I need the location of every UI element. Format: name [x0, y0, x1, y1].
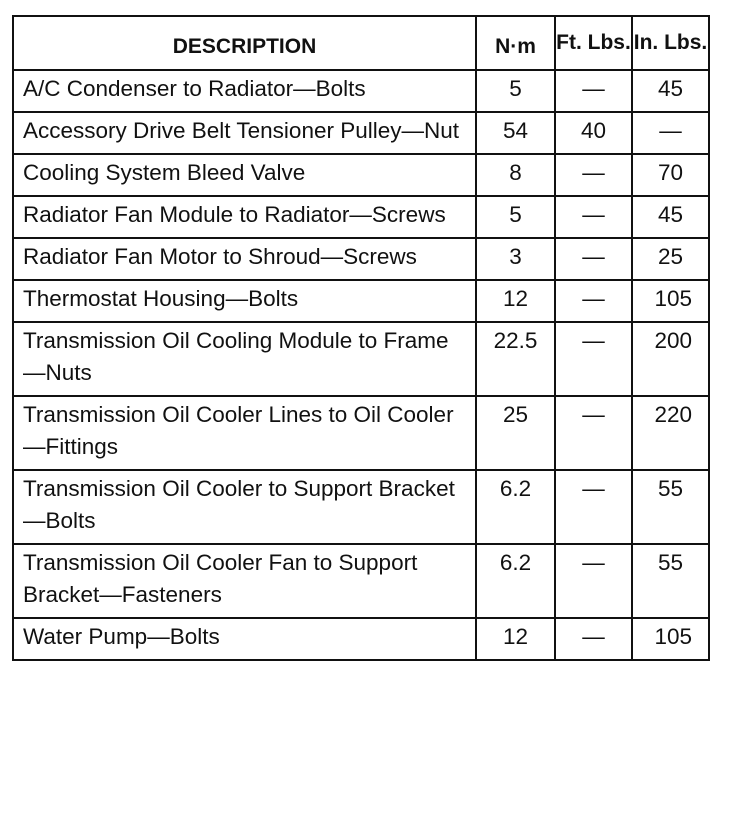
row-ft-lbs: — [555, 618, 632, 660]
row-description: Radiator Fan Module to Radiator—Screws [13, 196, 476, 238]
row-description: Transmission Oil Cooler Lines to Oil Cooler—Fittings [13, 396, 476, 470]
row-ft-lbs: — [555, 396, 632, 470]
header-nm: N·m [476, 16, 555, 70]
row-ft-lbs: — [555, 238, 632, 280]
row-nm: 54 [476, 112, 555, 154]
row-nm: 12 [476, 280, 555, 322]
row-in-lbs: 200 [632, 322, 709, 396]
table-row [13, 154, 709, 196]
table-row [13, 112, 709, 154]
row-nm: 5 [476, 70, 555, 112]
row-ft-lbs: — [555, 196, 632, 238]
row-ft-lbs: — [555, 322, 632, 396]
row-description: Accessory Drive Belt Tensioner Pulley—Nut [13, 112, 476, 154]
row-ft-lbs: — [555, 70, 632, 112]
row-description: A/C Condenser to Radiator—Bolts [13, 70, 476, 112]
row-nm: 6.2 [476, 470, 555, 544]
header-row [13, 16, 709, 70]
row-nm: 5 [476, 196, 555, 238]
table-row [13, 544, 709, 618]
row-nm: 22.5 [476, 322, 555, 396]
row-in-lbs: 55 [632, 470, 709, 544]
row-description: Transmission Oil Cooling Module to Frame—Nuts [13, 322, 476, 396]
row-description: Transmission Oil Cooler to Support Bracket—Bolts [13, 470, 476, 544]
row-nm: 12 [476, 618, 555, 660]
row-description: Transmission Oil Cooler Fan to Support Bracket—Fasteners [13, 544, 476, 618]
row-ft-lbs: — [555, 154, 632, 196]
row-in-lbs: 25 [632, 238, 709, 280]
row-description: Thermostat Housing—Bolts [13, 280, 476, 322]
row-nm: 6.2 [476, 544, 555, 618]
table-row [13, 618, 709, 660]
table-row [13, 196, 709, 238]
row-description: Radiator Fan Motor to Shroud—Screws [13, 238, 476, 280]
row-nm: 8 [476, 154, 555, 196]
row-in-lbs: 45 [632, 196, 709, 238]
table-row [13, 322, 709, 396]
row-ft-lbs: — [555, 280, 632, 322]
torque-spec-table [12, 15, 710, 661]
header-ft-lbs: Ft. Lbs. [555, 16, 632, 70]
table-row [13, 280, 709, 322]
row-description: Cooling System Bleed Valve [13, 154, 476, 196]
row-in-lbs: 70 [632, 154, 709, 196]
row-nm: 3 [476, 238, 555, 280]
row-description: Water Pump—Bolts [13, 618, 476, 660]
table-row [13, 238, 709, 280]
header-description: DESCRIPTION [13, 16, 476, 70]
table-row [13, 470, 709, 544]
row-in-lbs: 105 [632, 280, 709, 322]
row-ft-lbs: — [555, 544, 632, 618]
header-in-lbs: In. Lbs. [632, 16, 709, 70]
table-row [13, 70, 709, 112]
row-in-lbs: 55 [632, 544, 709, 618]
row-ft-lbs: — [555, 470, 632, 544]
row-ft-lbs: 40 [555, 112, 632, 154]
table-row [13, 396, 709, 470]
row-in-lbs: 105 [632, 618, 709, 660]
row-nm: 25 [476, 396, 555, 470]
row-in-lbs: — [632, 112, 709, 154]
row-in-lbs: 220 [632, 396, 709, 470]
row-in-lbs: 45 [632, 70, 709, 112]
